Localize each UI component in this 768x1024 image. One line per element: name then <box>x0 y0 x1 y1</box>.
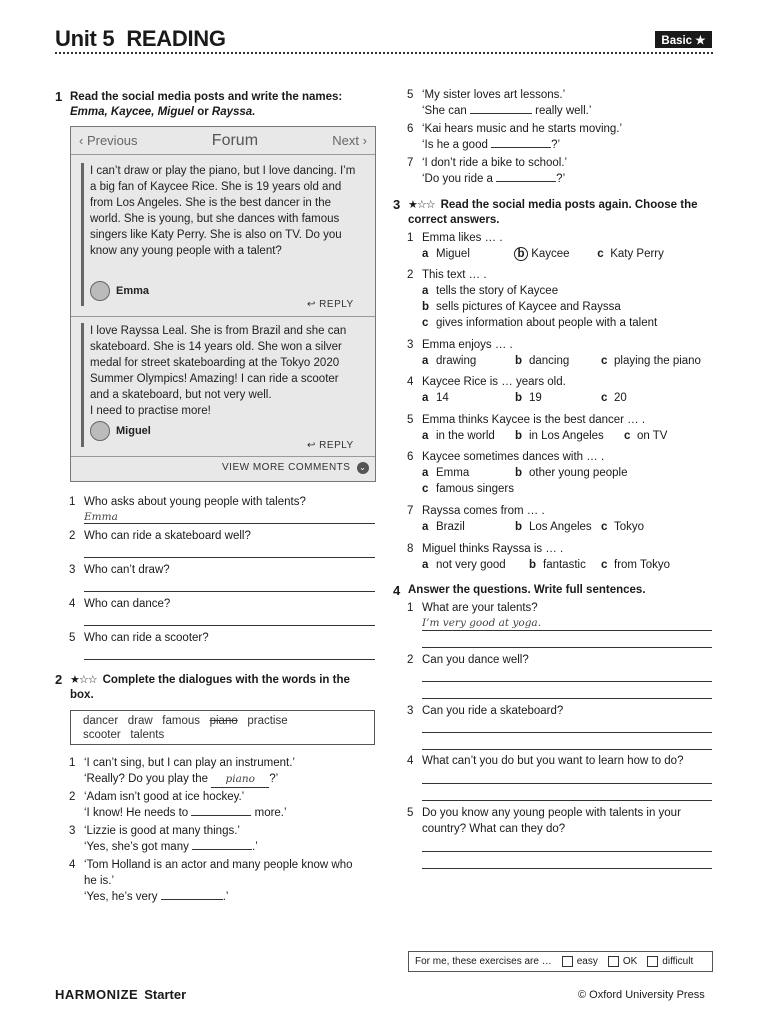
footer-brand <box>55 987 186 1002</box>
ex2-item-3: 3 ‘Lizzie is good at many things.’ ‘Yes, she’s got many .’ <box>69 825 258 853</box>
level-badge: Basic ★ <box>655 31 712 48</box>
reply-button[interactable]: ↩ REPLY <box>307 440 354 451</box>
forum-header <box>71 127 375 155</box>
difficulty-stars: ★☆☆ <box>408 199 435 211</box>
ex4-q2: 2 Can you dance well? <box>407 654 529 666</box>
difficult-label: difficult <box>662 956 694 967</box>
ex4-number: 4 <box>393 583 401 598</box>
difficulty-stars: ★☆☆ <box>70 674 97 686</box>
ex3-q7: 7 Rayssa comes from … . a Brazil b Los Angeles c Tokyo <box>407 505 645 533</box>
ex4-q5: 5 Do you know any young people with talents in your country? What can they do? <box>407 807 681 835</box>
chevron-right-icon: › <box>359 133 367 148</box>
answer-line[interactable] <box>84 591 375 592</box>
answer-line[interactable] <box>422 647 712 648</box>
difficult-checkbox[interactable] <box>647 956 658 967</box>
answer-line[interactable] <box>422 851 712 852</box>
ex3-q5: 5 Emma thinks Kaycee is the best dancer … . a in the world b in Los Angeles c on TV <box>407 414 668 442</box>
answer-line[interactable] <box>84 659 375 660</box>
reply-button[interactable]: ↩ REPLY <box>307 299 354 310</box>
ex1-q4: 4 Who can dance? <box>69 598 171 610</box>
word-used: piano <box>209 715 238 727</box>
brand-logo: HARMONIZE <box>55 987 139 1002</box>
post-emma <box>81 163 364 306</box>
ex1-number: 1 <box>55 89 63 104</box>
feedback-box <box>408 951 713 972</box>
ex2-number: 2 <box>55 672 63 687</box>
answer-line[interactable] <box>422 698 712 699</box>
blank[interactable] <box>161 899 223 900</box>
blank[interactable] <box>192 849 252 850</box>
blank[interactable] <box>191 815 251 816</box>
unit-label: Unit 5 <box>55 26 115 51</box>
ex2-item-2: 2 ‘Adam isn’t good at ice hockey.’ ‘I know! He needs to more.’ <box>69 791 287 819</box>
answer-line[interactable] <box>422 868 712 869</box>
answer-line[interactable] <box>422 749 712 750</box>
ex3-q4: 4 Kaycee Rice is … years old. a 14 b 19 c 20 <box>407 376 627 404</box>
reply-icon: ↩ <box>307 440 320 451</box>
ex1-q1: 1 Who asks about young people with talents? <box>69 496 306 508</box>
next-link[interactable]: Next › <box>332 133 367 148</box>
level-label: Starter <box>144 987 187 1002</box>
answer-line[interactable] <box>422 732 712 733</box>
blank[interactable] <box>491 147 551 148</box>
previous-link[interactable]: ‹ Previous <box>79 133 138 148</box>
header-divider <box>55 52 713 54</box>
copyright: © Oxford University Press <box>578 989 705 1001</box>
post-text: I can’t draw or play the piano, but I love dancing. I’m a big fan of Kaycee Rice. She is 19 years old and from Los Angeles. She is the best dancer in the world. She is young, but she dances with famous singers like Katy Perry. She is also on TV. Do you know any young people with a talent? <box>90 165 356 257</box>
ex1-q5: 5 Who can ride a scooter? <box>69 632 209 644</box>
ex2-item-4: 4 ‘Tom Holland is an actor and many people know who he is.’ ‘Yes, he’s very .’ <box>69 859 353 903</box>
ex2-item-6: 6 ‘Kai hears music and he starts moving.’ ‘Is he a good ?’ <box>407 123 623 151</box>
word: scooter <box>83 729 121 741</box>
blank[interactable] <box>496 181 556 182</box>
ex1-q2: 2 Who can ride a skateboard well? <box>69 530 251 542</box>
forum-panel <box>70 126 376 482</box>
ex4-instruction: Answer the questions. Write full sentences. <box>408 584 646 596</box>
ex2-item-5: 5 ‘My sister loves art lessons.’ ‘She can really well.’ <box>407 89 592 117</box>
ex3-q2: 2 This text … . a tells the story of Kaycee b sells pictures of Kaycee and Rayssa c gives information about people with a talent <box>407 269 658 329</box>
ex1-q3: 3 Who can’t draw? <box>69 564 170 576</box>
answer-line[interactable] <box>84 523 375 524</box>
ex3-q3: 3 Emma enjoys … . a drawing b dancing c playing the piano <box>407 339 701 367</box>
post-author: Emma <box>90 281 149 301</box>
ex2-instruction: ★☆☆ Complete the dialogues with the words in the box. <box>70 674 350 701</box>
answer-line[interactable] <box>422 630 712 631</box>
ok-checkbox[interactable] <box>608 956 619 967</box>
post-divider <box>71 456 375 457</box>
ex3-instruction: ★☆☆ Read the social media posts again. Choose the correct answers. <box>408 199 698 226</box>
ex3-q1: 1 Emma likes … . a Miguel b Kaycee c Katy Perry <box>407 232 664 260</box>
section-label: READING <box>126 26 226 51</box>
word: dancer <box>83 715 119 727</box>
answer-line[interactable] <box>422 783 712 784</box>
selected-answer[interactable]: b <box>514 247 528 261</box>
ex3-number: 3 <box>393 197 401 212</box>
ex4-q3: 3 Can you ride a skateboard? <box>407 705 564 717</box>
filled-blank[interactable]: piano <box>211 771 269 788</box>
word-box <box>70 710 375 745</box>
ex3-q6: 6 Kaycee sometimes dances with … . a Emma b other young people c famous singers <box>407 451 628 495</box>
easy-checkbox[interactable] <box>562 956 573 967</box>
ex2-item-7: 7 ‘I don’t ride a bike to school.’ ‘Do you ride a ?’ <box>407 157 568 185</box>
post-text-2: I need to practise more! <box>90 405 211 417</box>
reply-icon: ↩ <box>307 299 320 310</box>
ex1-q1-answer: Emma <box>84 511 118 523</box>
post-divider <box>71 316 375 317</box>
ex4-q1-answer: I’m very good at yoga. <box>422 617 542 629</box>
ex2-item-1: 1 ‘I can’t sing, but I can play an instrument.’ ‘Really? Do you play the piano ?’ <box>69 755 295 788</box>
ex4-q1: 1 What are your talents? <box>407 602 538 614</box>
ex4-q4: 4 What can’t you do but you want to learn how to do? <box>407 755 684 767</box>
feedback-label: For me, these exercises are … <box>415 956 552 967</box>
answer-line[interactable] <box>422 681 712 682</box>
avatar <box>90 281 110 301</box>
ex1-instruction: Read the social media posts and write the names: Emma, Kaycee, Miguel or Rayssa. <box>70 91 343 118</box>
answer-line[interactable] <box>84 557 375 558</box>
ex3-q8: 8 Miguel thinks Rayssa is … . a not very good b fantastic c from Tokyo <box>407 543 671 571</box>
word: practise <box>247 715 288 727</box>
easy-label: easy <box>576 956 598 967</box>
answer-line[interactable] <box>422 800 712 801</box>
word: draw <box>127 715 153 727</box>
ok-label: OK <box>622 956 638 967</box>
view-more-comments-button[interactable]: VIEW MORE COMMENTS ⌄ <box>222 462 369 474</box>
word: talents <box>130 729 165 741</box>
word: famous <box>162 715 201 727</box>
post-text: I love Rayssa Leal. She is from Brazil and she can skateboard. She is 14 years old. She won a silver medal for street skateboarding at the Tokyo 2020 Summer Olympics! Amazing! I can ride a scooter and a skateboard, but not very well. <box>90 325 347 401</box>
chevron-down-icon: ⌄ <box>357 462 369 474</box>
forum-title: Forum <box>211 131 259 149</box>
post-miguel <box>81 323 364 447</box>
post-author: Miguel <box>90 421 151 441</box>
page-title <box>55 26 226 52</box>
avatar <box>90 421 110 441</box>
blank[interactable] <box>470 113 532 114</box>
answer-line[interactable] <box>84 625 375 626</box>
chevron-left-icon: ‹ <box>79 133 87 148</box>
